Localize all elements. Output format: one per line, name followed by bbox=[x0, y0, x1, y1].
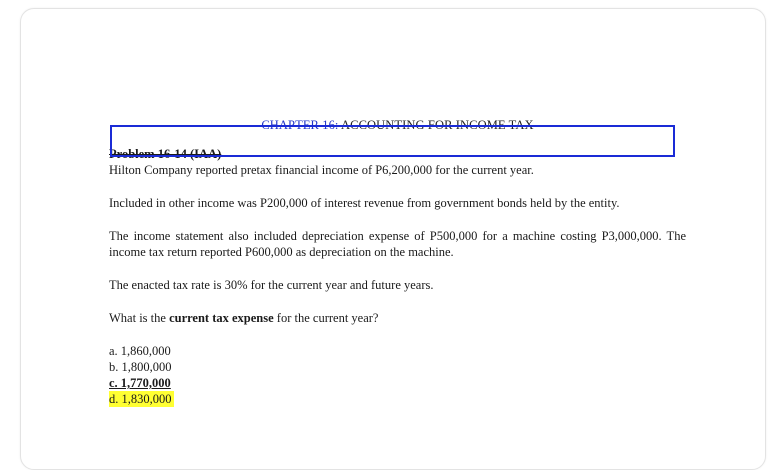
choice-c[interactable] bbox=[109, 375, 686, 391]
choice-d-label: d. 1,830,000 bbox=[109, 392, 172, 406]
paragraph-tax-rate: The enacted tax rate is 30% for the current year and future years. bbox=[109, 278, 434, 292]
problem-heading: Problem 16-14 (IAA) bbox=[109, 147, 222, 161]
question-text bbox=[109, 310, 686, 326]
answer-choices bbox=[109, 343, 686, 407]
chapter-title bbox=[109, 116, 686, 134]
paragraph-interest: Included in other income was P200,000 of interest revenue from government bonds held by the entity. bbox=[109, 196, 620, 210]
document-body bbox=[109, 116, 686, 407]
choice-d[interactable] bbox=[109, 391, 686, 407]
question-emphasis: current tax expense bbox=[169, 311, 274, 325]
paragraph-depreciation: The income statement also included depreciation expense of P500,000 for a machine costing P3,000,000. The income tax return reported P600,000 as depreciation on the machine. bbox=[109, 229, 686, 259]
question-suffix: for the current year? bbox=[273, 311, 379, 325]
choice-b[interactable] bbox=[109, 359, 686, 375]
chapter-name: ACCOUNTING FOR INCOME TAX bbox=[338, 118, 534, 132]
choice-a-label: a. 1,860,000 bbox=[109, 344, 171, 358]
chapter-number: CHAPTER 16: bbox=[261, 118, 339, 132]
choice-a[interactable] bbox=[109, 343, 686, 359]
choice-c-label: c. 1,770,000 bbox=[109, 376, 171, 390]
question-prefix: What is the bbox=[109, 311, 170, 325]
paragraph-income: Hilton Company reported pretax financial income of P6,200,000 for the current year. bbox=[109, 163, 534, 177]
choice-b-label: b. 1,800,000 bbox=[109, 360, 172, 374]
